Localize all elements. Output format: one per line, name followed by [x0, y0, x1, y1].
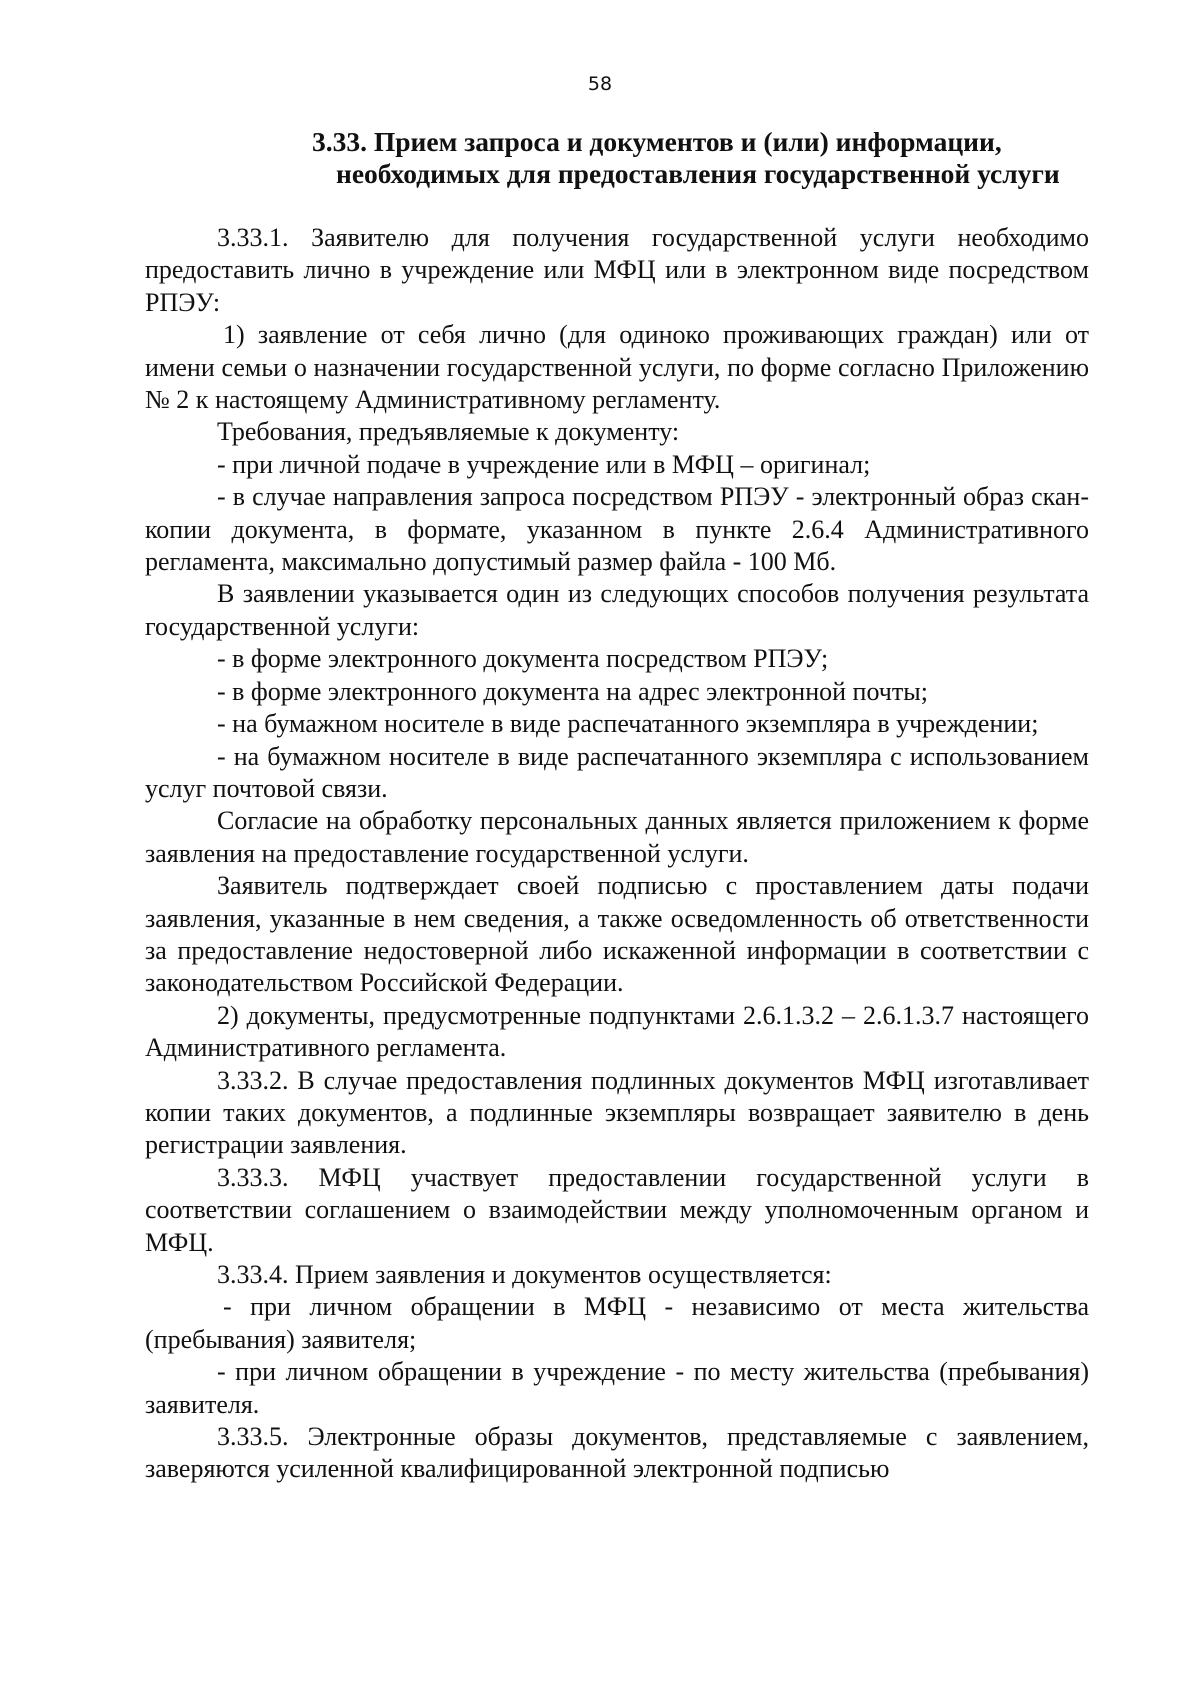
paragraph-method-paper-institution: - на бумажном носителе в виде распечатанного экземпляра в учреждении; — [217, 709, 1039, 739]
section-heading-line-2: необходимых для предоставления государственной услуги — [336, 158, 1060, 189]
paragraph-applicant-signature: Заявитель подтверждает своей подписью с проставлением даты подачи заявления, указанные в нем сведения, а также осведомленность об ответственности за предоставление недостоверной либо искаженной информации в соответствии с законодательством Российской Федерации. — [145, 871, 1089, 998]
paragraph-requirements: Требования, предъявляемые к документу: — [217, 417, 680, 447]
paragraph-consent: Согласие на обработку персональных данных является приложением к форме заявления на предоставление государственной услуги. — [145, 806, 1089, 868]
page-number: 58 — [587, 73, 613, 95]
paragraph-mfc-reception: - при личном обращении в МФЦ - независимо от места жительства (пребывания) заявителя; — [145, 1292, 1089, 1354]
paragraph-3-33-1: 3.33.1. Заявителю для получения государственной услуги необходимо предоставить лично в учреждение или МФЦ или в электронном виде посредством РПЭУ: — [145, 223, 1089, 317]
paragraph-method-email: - в форме электронного документа на адрес электронной почты; — [217, 676, 928, 706]
paragraph-3-33-2: 3.33.2. В случае предоставления подлинных документов МФЦ изготавливает копии таких документов, а подлинные экземпляры возвращает заявителю в день регистрации заявления. — [145, 1065, 1089, 1160]
paragraph-3-33-4: 3.33.4. Прием заявления и документов осуществляется: — [217, 1260, 832, 1289]
paragraph-3-33-5: 3.33.5. Электронные образы документов, представляемые с заявлением, заверяются усиленной квалифицированной электронной подписью — [145, 1422, 1089, 1484]
section-heading — [300, 126, 1080, 190]
paragraph-method-paper-post: - на бумажном носителе в виде распечатанного экземпляра с использованием услуг почтовой связи. — [145, 741, 1089, 803]
document-body — [145, 222, 1089, 1486]
section-heading-line-1: 3.33. Прием запроса и документов и (или) информации, — [312, 126, 1002, 157]
paragraph-result-methods: В заявлении указывается один из следующих способов получения результата государственной услуги: — [145, 579, 1089, 641]
paragraph-item-1: 1) заявление от себя лично (для одиноко проживающих граждан) или от имени семьи о назначении государственной услуги, по форме согласно Приложению № 2 к настоящему Административному регламенту. — [145, 320, 1089, 415]
paragraph-personal-submission: - при личной подаче в учреждение или в МФЦ – оригинал; — [217, 449, 871, 479]
paragraph-method-rpeu: - в форме электронного документа посредством РПЭУ; — [217, 644, 829, 674]
paragraph-item-2: 2) документы, предусмотренные подпунктами 2.6.1.3.2 – 2.6.1.3.7 настоящего Административного регламента. — [145, 1000, 1089, 1063]
paragraph-institution-reception: - при личном обращении в учреждение - по месту жительства (пребывания) заявителя. — [145, 1357, 1089, 1419]
paragraph-rpeu-submission: - в случае направления запроса посредством РПЭУ - электронный образ скан-копии документа, в формате, указанном в пункте 2.6.4 Административного регламента, максимально допустимый размер файла - 100 Мб. — [145, 482, 1089, 577]
paragraph-3-33-3: 3.33.3. МФЦ участвует предоставлении государственной услуги в соответствии соглашением о взаимодействии между уполномоченным органом и МФЦ. — [145, 1162, 1089, 1257]
